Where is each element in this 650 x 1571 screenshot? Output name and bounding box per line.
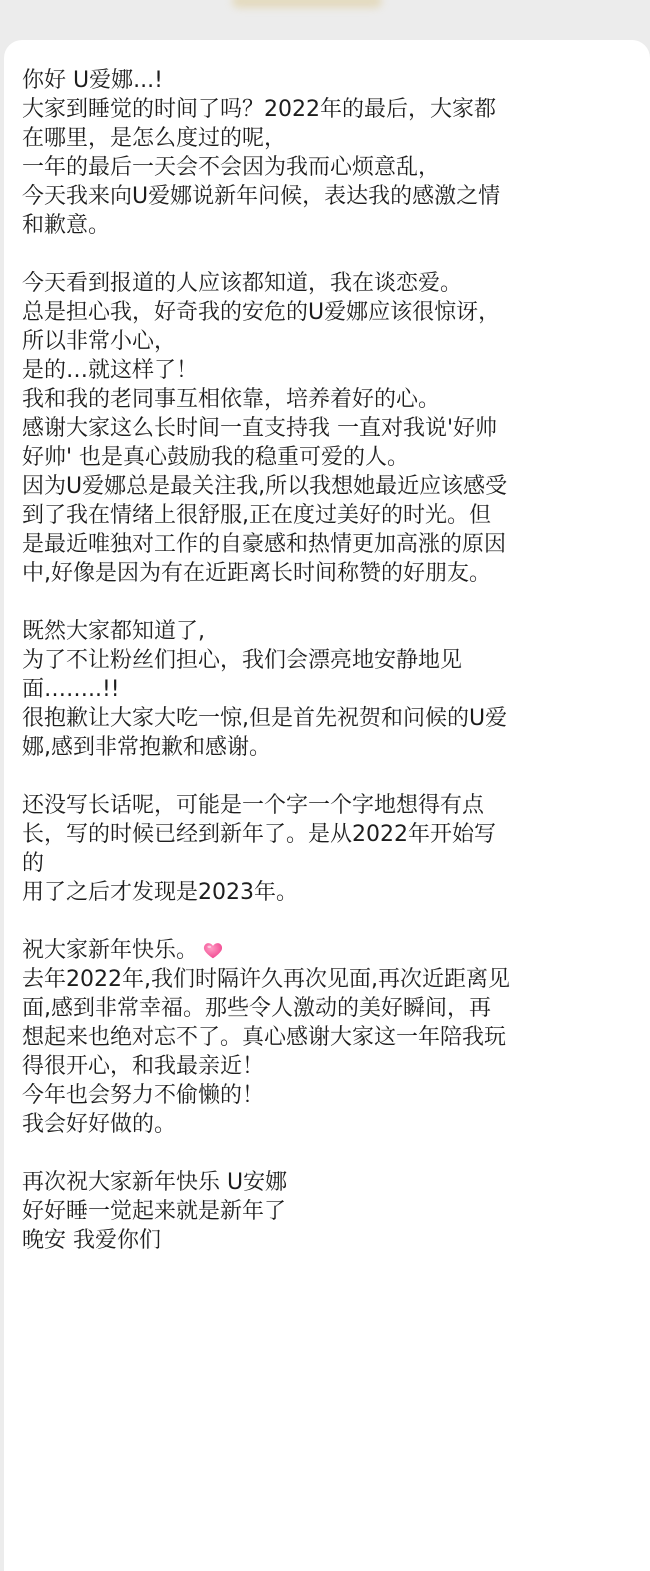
paragraph-2: [22, 269, 632, 588]
post-line-text: 祝大家新年快乐。: [22, 938, 199, 963]
post-line: 面……..!!: [22, 677, 120, 702]
post-line: 今天看到报道的人应该都知道，我在谈恋爱。: [22, 271, 463, 296]
paragraph-3: [22, 617, 632, 762]
post-body: [22, 66, 632, 1255]
post-line: 很抱歉让大家大吃一惊,但是首先祝贺和问候的U爱: [22, 706, 508, 731]
post-line: 大家到睡觉的时间了吗？2022年的最后，大家都: [22, 97, 496, 122]
paragraph-5: [22, 936, 632, 1139]
post-line: 既然大家都知道了,: [22, 619, 205, 644]
post-line: 感谢大家这么长时间一直支持我 一直对我说'好帅: [22, 416, 498, 441]
paragraph-gap: [22, 907, 632, 936]
post-line: 的: [22, 851, 45, 876]
top-bar: [0, 0, 650, 40]
post-line: 总是担心我，好奇我的安危的U爱娜应该很惊讶，: [22, 300, 501, 325]
post-line-with-emoji: [22, 936, 632, 965]
blurred-header-fragment: [232, 0, 382, 8]
post-line: 你好 U爱娜...!: [22, 68, 163, 93]
post-line: 是最近唯独对工作的自豪感和热情更加高涨的原因: [22, 532, 507, 557]
post-line: 得很开心，和我最亲近！: [22, 1054, 265, 1079]
post-line: 还没写长话呢，可能是一个字一个字地想得有点: [22, 793, 485, 818]
post-line: 晚安 我爱你们: [22, 1228, 161, 1253]
post-line: 我和我的老同事互相依靠，培养着好的心。: [22, 387, 441, 412]
post-line: 在哪里，是怎么度过的呢，: [22, 126, 287, 151]
post-line: 用了之后才发现是2023年。: [22, 880, 298, 905]
paragraph-gap: [22, 588, 632, 617]
post-line: 一年的最后一天会不会因为我而心烦意乱，: [22, 155, 441, 180]
post-line: 是的…就这样了！: [22, 358, 199, 383]
post-line: 为了不让粉丝们担心，我们会漂亮地安静地见: [22, 648, 463, 673]
paragraph-gap: [22, 240, 632, 269]
post-line: 长，写的时候已经到新年了。是从2022年开始写: [22, 822, 496, 847]
post-line: 去年2022年,我们时隔许久再次见面,再次近距离见: [22, 967, 510, 992]
paragraph-6: [22, 1168, 632, 1255]
post-line: 想起来也绝对忘不了。真心感谢大家这一年陪我玩: [22, 1025, 507, 1050]
post-line: 因为U爱娜总是最关注我,所以我想她最近应该感受: [22, 474, 508, 499]
post-line: 面,感到非常幸福。那些令人激动的美好瞬间，再: [22, 996, 491, 1021]
paragraph-gap: [22, 762, 632, 791]
post-line: 今年也会努力不偷懒的！: [22, 1083, 265, 1108]
post-line: 好好睡一觉起来就是新年了: [22, 1199, 287, 1224]
pink-heart-icon: [202, 939, 224, 961]
paragraph-1: [22, 66, 632, 240]
paragraph-gap: [22, 1139, 632, 1168]
post-line: 中,好像是因为有在近距离长时间称赞的好朋友。: [22, 561, 491, 586]
post-line: 好帅' 也是真心鼓励我的稳重可爱的人。: [22, 445, 410, 470]
post-line: 娜,感到非常抱歉和感谢。: [22, 735, 271, 760]
post-line: 今天我来向U爱娜说新年问候，表达我的感激之情: [22, 184, 501, 209]
post-line: 和歉意。: [22, 213, 111, 238]
post-line: 再次祝大家新年快乐 U安娜: [22, 1170, 288, 1195]
post-line: 我会好好做的。: [22, 1112, 177, 1137]
paragraph-4: [22, 791, 632, 907]
post-line: 到了我在情绪上很舒服,正在度过美好的时光。但: [22, 503, 491, 528]
post-line: 所以非常小心，: [22, 329, 177, 354]
